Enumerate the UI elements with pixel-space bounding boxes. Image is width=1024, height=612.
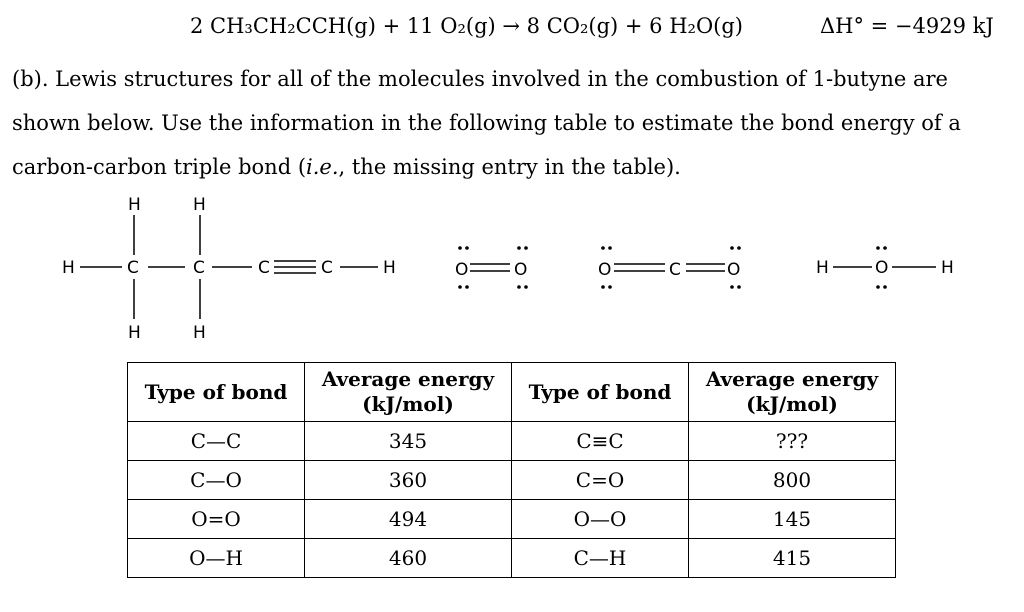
bond-energy-cell: 460 [305,539,512,578]
atom-c: C [321,258,333,278]
question-line-3: carbon-carbon triple bond (i.e., the missing entry in the table). [12,155,681,179]
combustion-equation [190,14,994,38]
atom-c: C [127,258,139,278]
atom-o: O [598,260,612,280]
table-header-row [128,363,896,422]
atom-h: H [193,195,206,215]
atom-h: H [128,195,141,215]
atom-c: C [193,258,205,278]
atom-o: O [727,260,741,280]
question-line-2: shown below. Use the information in the following table to estimate the bond energy of a [12,111,961,135]
atom-o: O [875,258,889,278]
atom-c: C [669,260,681,280]
bond-type-cell: O—H [128,539,305,578]
question-paragraph [12,57,1012,189]
bond-type-cell: C—O [128,461,305,500]
header-average-energy: Average energy (kJ/mol) [689,363,896,422]
atom-h: H [941,258,954,278]
bond-energy-cell: 345 [305,422,512,461]
header-average-energy: Average energy (kJ/mol) [305,363,512,422]
question-line-1: (b). Lewis structures for all of the molecules involved in the combustion of 1-butyne are [12,67,948,91]
table-row [128,539,896,578]
atom-h: H [816,258,829,278]
header-type-of-bond: Type of bond [128,363,305,422]
atom-c: C [258,258,270,278]
atom-o: O [514,260,528,280]
bond-energy-cell: 145 [689,500,896,539]
bond-type-cell: C—H [512,539,689,578]
bond-energy-cell: 415 [689,539,896,578]
atom-h: H [383,258,396,278]
bond-energy-cell: ??? [689,422,896,461]
bond-type-cell: C=O [512,461,689,500]
atom-o: O [455,260,469,280]
table-row [128,461,896,500]
table-row [128,500,896,539]
lewis-structures [0,185,1024,355]
bond-type-cell: O=O [128,500,305,539]
enthalpy-text: ΔH° = −4929 kJ [820,14,994,38]
atom-h: H [193,323,206,343]
header-type-of-bond: Type of bond [512,363,689,422]
butyne-structure [80,215,378,319]
reaction-text: 2 CH₃CH₂CCH(g) + 11 O₂(g) → 8 CO₂(g) + 6 H₂O(g) [190,14,743,38]
bond-energy-cell: 800 [689,461,896,500]
atom-h: H [62,258,75,278]
bond-type-cell: O—O [512,500,689,539]
bond-energy-cell: 494 [305,500,512,539]
bond-type-cell: C—C [128,422,305,461]
bond-type-cell: C≡C [512,422,689,461]
table-row [128,422,896,461]
bond-energy-cell: 360 [305,461,512,500]
atom-h: H [128,323,141,343]
bond-energy-table [127,362,896,578]
